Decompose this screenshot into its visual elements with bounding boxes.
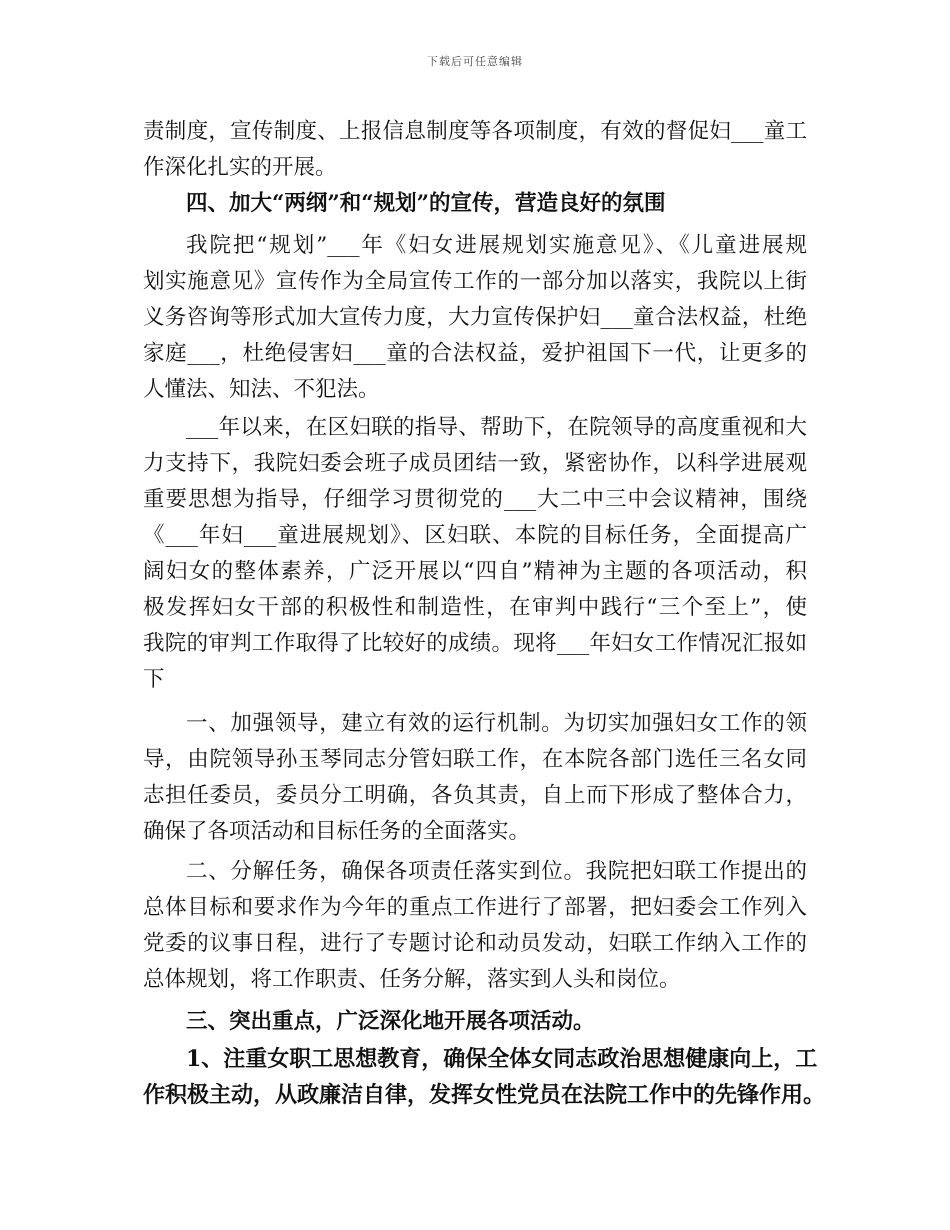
paragraph-line: 极发挥妇女干部的积极性和制造性，在审判中践行“三个至上”，使 xyxy=(143,595,807,620)
paragraph-line: 划实施意见》宣传作为全局宣传工作的一部分加以落实，我院以上街 xyxy=(143,269,807,294)
paragraph-line: 作积极主动，从政廉洁自律，发挥女性党员在法院工作中的先锋作用。 xyxy=(143,1082,826,1108)
paragraph-line: 1、注重女职工思想教育，确保全体女同志政治思想健康向上，工 xyxy=(186,1046,818,1072)
paragraph-line: 党委的议事日程，进行了专题讨论和动员发动，妇联工作纳入工作的 xyxy=(143,931,807,956)
paragraph-line: 确保了各项活动和目标任务的全面落实。 xyxy=(143,819,531,844)
paragraph-line: 人懂法、知法、不犯法。 xyxy=(143,377,380,402)
paragraph-line: 《___年妇___童进展规划》、区妇联、本院的目标任务，全面提高广 xyxy=(143,523,807,548)
paragraph-line: ___年以来，在区妇联的指导、帮助下，在院领导的高度重视和大 xyxy=(186,415,807,440)
paragraph-line: 导，由院领导孙玉琴同志分管妇联工作，在本院各部门选任三名女同 xyxy=(143,747,807,772)
paragraph-line: 二、分解任务，确保各项责任落实到位。我院把妇联工作提出的 xyxy=(186,859,807,884)
section-heading: 三、突出重点，广泛深化地开展各项活动。 xyxy=(186,1009,595,1034)
page-header: 下载后可任意编辑 xyxy=(427,55,523,68)
paragraph-line: 义务咨询等形式加大宣传力度，大力宣传保护妇___童合法权益，杜绝 xyxy=(143,305,807,330)
paragraph-line: 志担任委员，委员分工明确，各负其责，自上而下形成了整体合力， xyxy=(143,783,807,808)
paragraph-line: 力支持下，我院妇委会班子成员团结一致，紧密协作，以科学进展观 xyxy=(143,451,807,476)
paragraph-line: 下 xyxy=(143,667,165,692)
paragraph-line: 总体规划，将工作职责、任务分解，落实到人头和岗位。 xyxy=(143,967,681,992)
paragraph-line: 家庭___，杜绝侵害妇___童的合法权益，爱护祖国下一代，让更多的 xyxy=(143,341,807,366)
paragraph-line: 我院把“规划”___年《妇女进展规划实施意见》、《儿童进展规 xyxy=(186,233,807,258)
paragraph-line: 一、加强领导，建立有效的运行机制。为切实加强妇女工作的领 xyxy=(186,711,807,736)
paragraph-line: 作深化扎实的开展。 xyxy=(143,155,337,180)
paragraph-line: 重要思想为指导，仔细学习贯彻党的___大二中三中会议精神，围绕 xyxy=(143,487,807,512)
section-heading: 四、加大“两纲”和“规划”的宣传，营造良好的氛围 xyxy=(186,191,666,216)
paragraph-line: 我院的审判工作取得了比较好的成绩。现将___年妇女工作情况汇报如 xyxy=(143,631,807,656)
paragraph-line: 责制度，宣传制度、上报信息制度等各项制度，有效的督促妇___童工 xyxy=(143,119,807,144)
paragraph-line: 阔妇女的整体素养，广泛开展以“四自”精神为主题的各项活动，积 xyxy=(143,559,807,584)
paragraph-line: 总体目标和要求作为今年的重点工作进行了部署，把妇委会工作列入 xyxy=(143,895,807,920)
